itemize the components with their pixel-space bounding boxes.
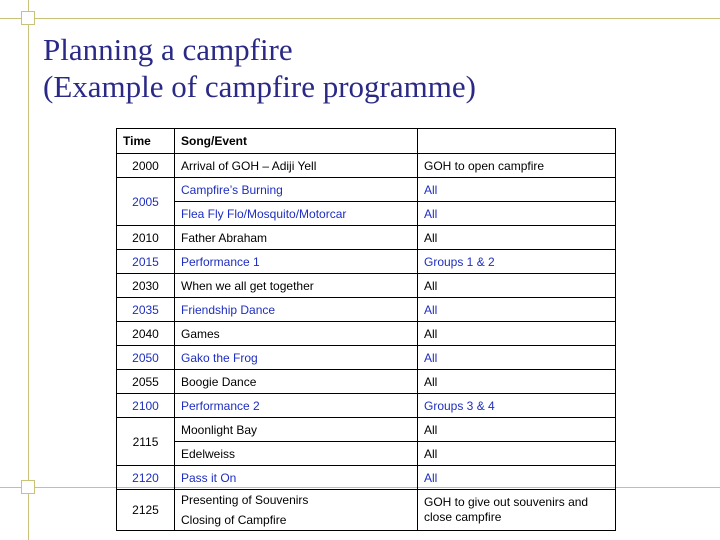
table-row (117, 322, 616, 346)
cell-time: 2125 (117, 490, 175, 531)
cell-song: Boogie Dance (175, 370, 418, 394)
table-row (117, 490, 616, 531)
cell-time: 2010 (117, 226, 175, 250)
cell-song: Edelweiss (175, 442, 418, 466)
cell-participants: All (418, 298, 616, 322)
cell-participants: All (418, 274, 616, 298)
cell-song: Gako the Frog (175, 346, 418, 370)
cell-time: 2005 (117, 178, 175, 226)
cell-time: 2120 (117, 466, 175, 490)
cell-participants-line2: close campfire (424, 510, 502, 524)
cell-song: When we all get together (175, 274, 418, 298)
cell-time: 2055 (117, 370, 175, 394)
cell-participants: GOH to open campfire (418, 154, 616, 178)
cell-song: Performance 1 (175, 250, 418, 274)
table-row (117, 370, 616, 394)
programme-table (116, 128, 616, 531)
header-time: Time (117, 129, 175, 154)
cell-participants: All (418, 466, 616, 490)
cell-song: Moonlight Bay (175, 418, 418, 442)
slide-title-line2: (Example of campfire programme) (43, 69, 476, 104)
slide-title (43, 31, 476, 105)
cell-participants: All (418, 202, 616, 226)
decor-bottom-square (21, 480, 35, 494)
decor-top-square (21, 11, 35, 25)
table-header-row (117, 129, 616, 154)
decor-vertical-line (28, 0, 29, 540)
table-row (117, 442, 616, 466)
cell-song: Father Abraham (175, 226, 418, 250)
table-row (117, 394, 616, 418)
cell-participants: All (418, 370, 616, 394)
cell-participants-line1: GOH to give out souvenirs and (424, 495, 589, 509)
cell-time: 2100 (117, 394, 175, 418)
table-row (117, 250, 616, 274)
cell-participants: All (418, 346, 616, 370)
cell-participants: Groups 1 & 2 (418, 250, 616, 274)
table-row (117, 226, 616, 250)
table-row (117, 202, 616, 226)
cell-time: 2040 (117, 322, 175, 346)
table-row (117, 154, 616, 178)
table-row (117, 274, 616, 298)
cell-song (175, 490, 418, 531)
decor-top-line (0, 18, 720, 19)
cell-participants: All (418, 322, 616, 346)
cell-time: 2015 (117, 250, 175, 274)
cell-time: 2030 (117, 274, 175, 298)
cell-song: Campfire’s Burning (175, 178, 418, 202)
table-row (117, 346, 616, 370)
cell-participants: All (418, 418, 616, 442)
cell-participants: All (418, 178, 616, 202)
cell-song-line1: Presenting of Souvenirs (181, 493, 309, 507)
cell-song: Performance 2 (175, 394, 418, 418)
header-blank (418, 129, 616, 154)
cell-song: Arrival of GOH – Adiji Yell (175, 154, 418, 178)
cell-song: Pass it On (175, 466, 418, 490)
header-song-event: Song/Event (175, 129, 418, 154)
cell-time: 2035 (117, 298, 175, 322)
table-row (117, 298, 616, 322)
table-row (117, 466, 616, 490)
cell-time: 2000 (117, 154, 175, 178)
cell-song-line2: Closing of Campfire (181, 513, 287, 527)
cell-time: 2115 (117, 418, 175, 466)
cell-participants (418, 490, 616, 531)
cell-song: Games (175, 322, 418, 346)
cell-participants: All (418, 226, 616, 250)
cell-song: Flea Fly Flo/Mosquito/Motorcar (175, 202, 418, 226)
table-row (117, 178, 616, 202)
table-row (117, 418, 616, 442)
cell-participants: Groups 3 & 4 (418, 394, 616, 418)
cell-song: Friendship Dance (175, 298, 418, 322)
slide-title-line1: Planning a campfire (43, 32, 293, 67)
cell-participants: All (418, 442, 616, 466)
cell-time: 2050 (117, 346, 175, 370)
